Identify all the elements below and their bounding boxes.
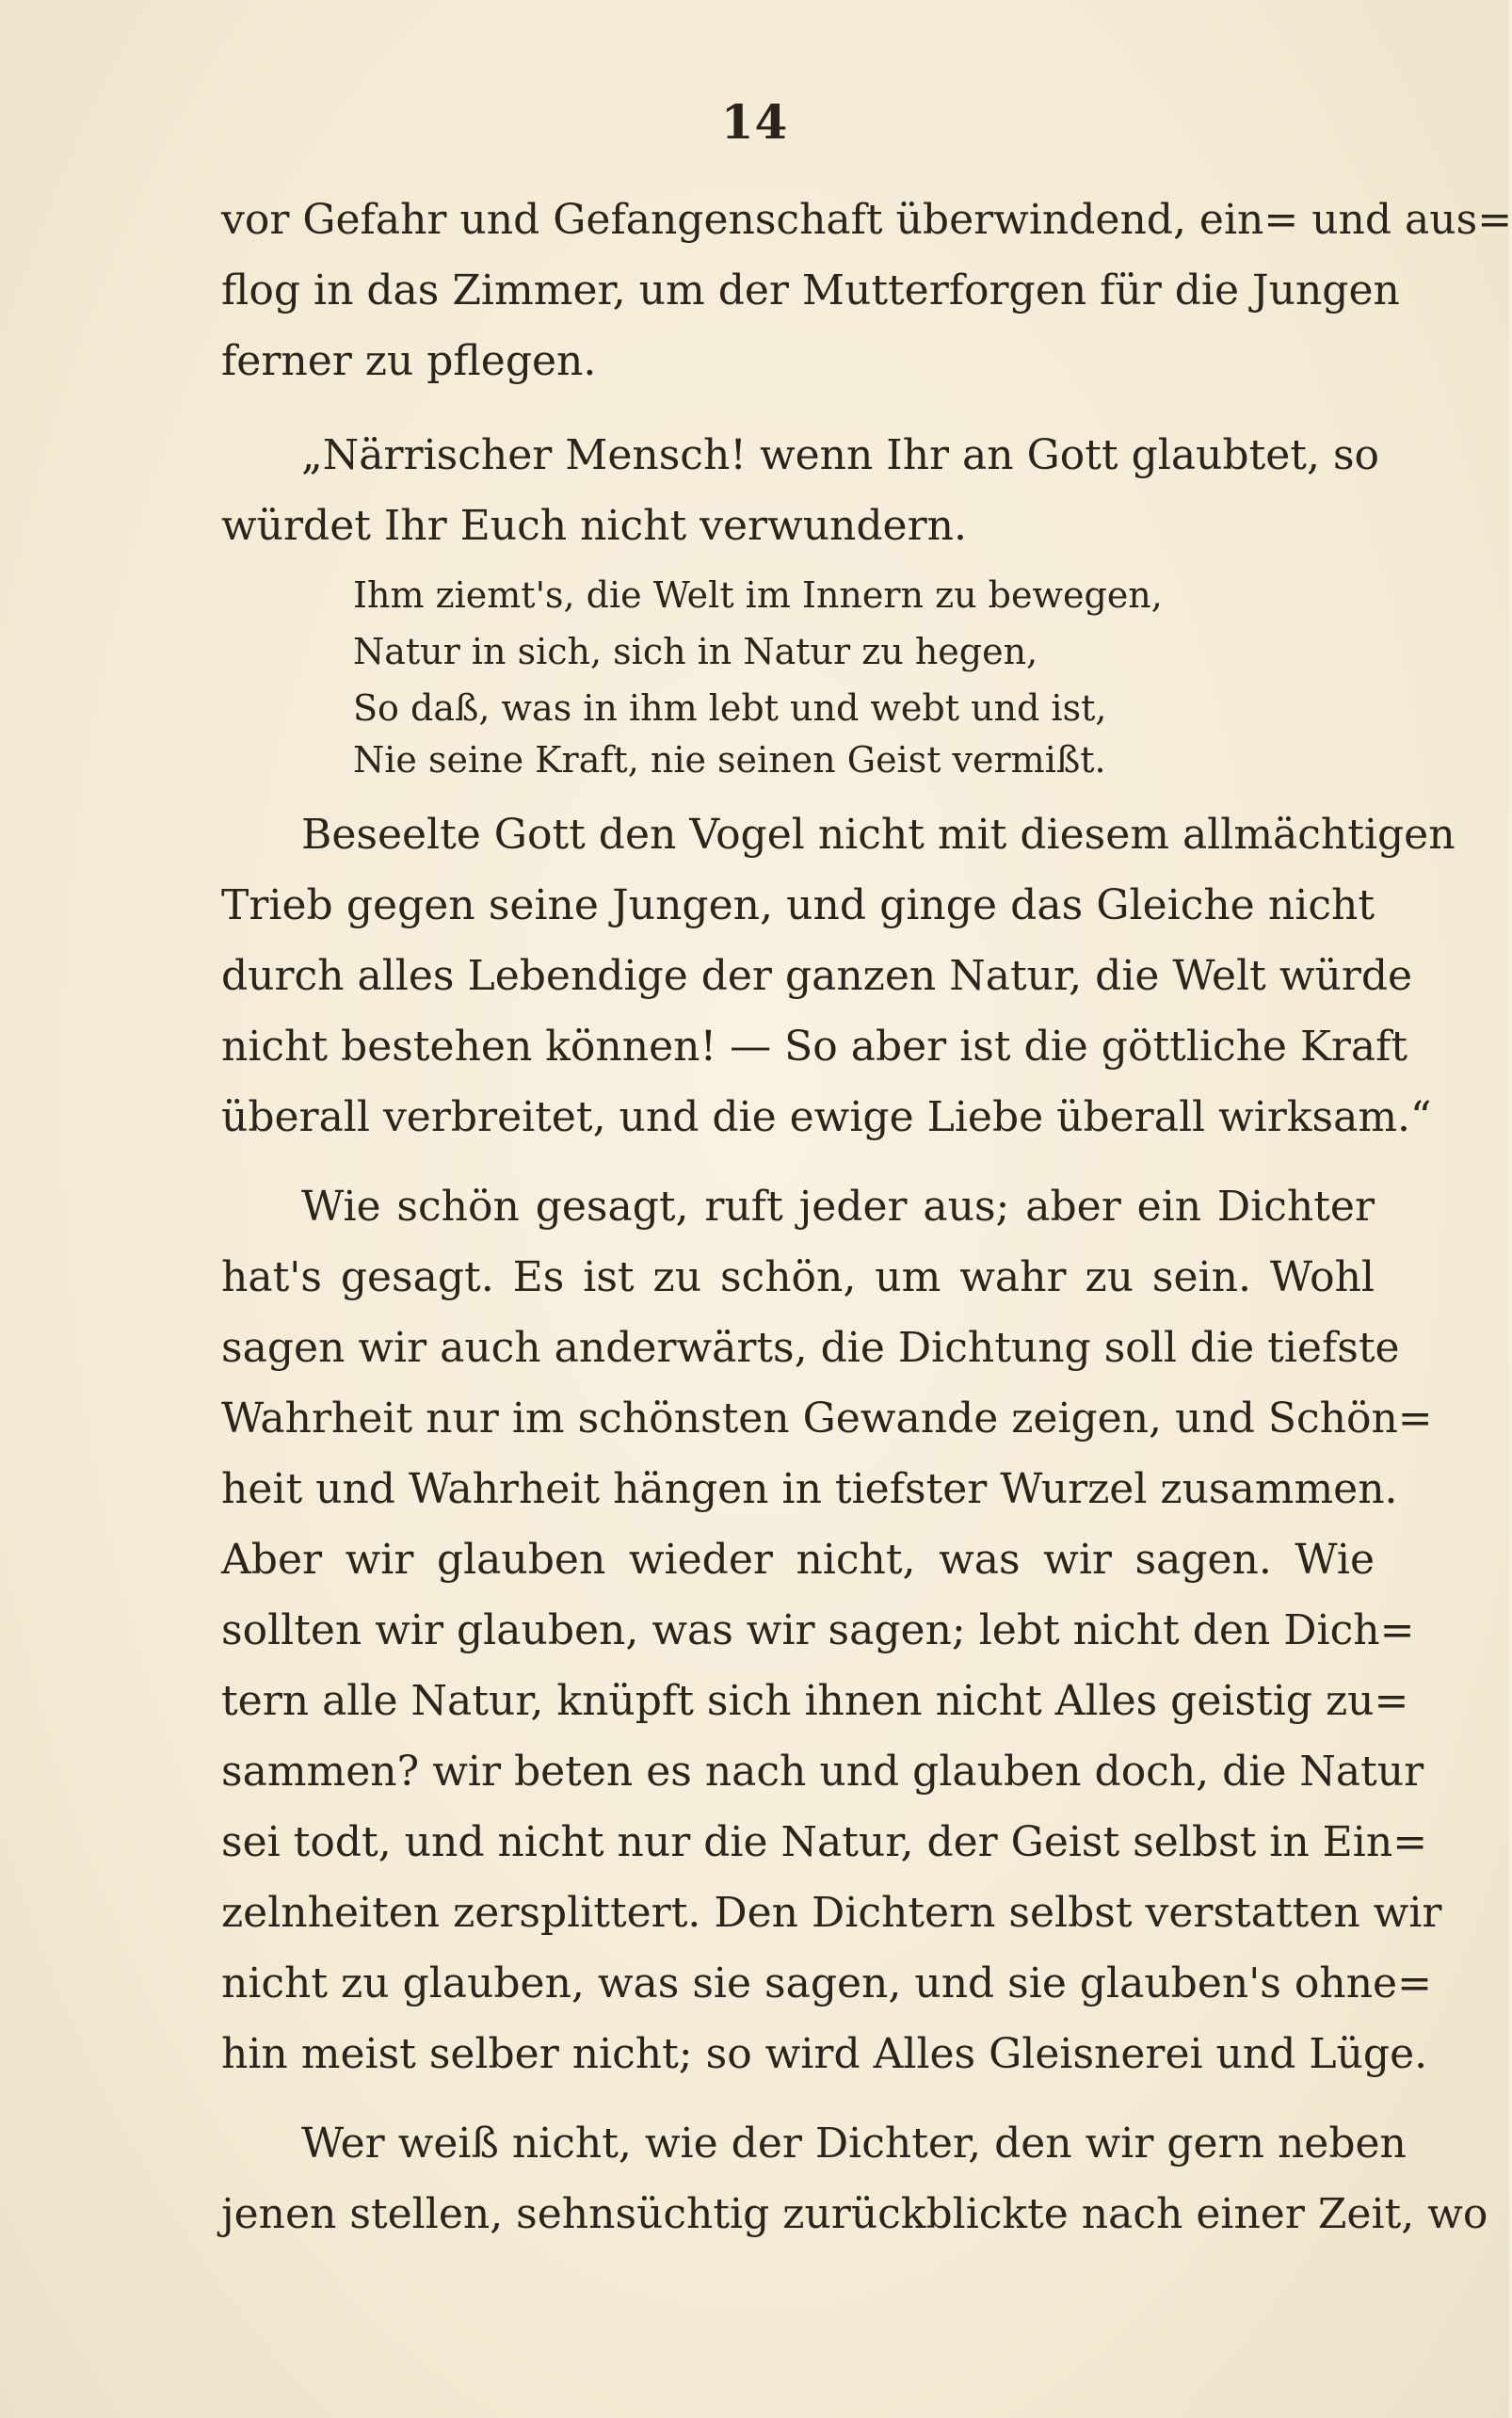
text-line: Aber wir glauben wieder nicht, was wir sagen. Wie <box>221 1536 1375 1584</box>
text-line: Wie schön gesagt, ruft jeder aus; aber ein Dichter <box>301 1183 1375 1231</box>
text-line: zelnheiten zersplittert. Den Dichtern selbst verstatten wir <box>221 1889 1442 1937</box>
page-number: 14 <box>720 94 789 150</box>
text-line: ferner zu pflegen. <box>221 337 597 385</box>
text-line: durch alles Lebendige der ganzen Natur, die Welt würde <box>221 952 1413 1000</box>
text-line: Beseelte Gott den Vogel nicht mit diesem allmächtigen <box>301 811 1456 859</box>
text-line: sagen wir auch anderwärts, die Dichtung soll die tiefste <box>221 1324 1400 1372</box>
text-line: vor Gefahr und Gefangenschaft überwindend, ein= und aus= <box>221 196 1512 244</box>
text-line: tern alle Natur, knüpft sich ihnen nicht Alles geistig zu= <box>221 1677 1409 1725</box>
text-line: hat's gesagt. Es ist zu schön, um wahr zu sein. Wohl <box>221 1253 1375 1301</box>
text-line: hin meist selber nicht; so wird Alles Gleisnerei und Lüge. <box>221 2030 1428 2078</box>
text-line: würdet Ihr Euch nicht verwundern. <box>221 502 967 550</box>
verse-line: Nie seine Kraft, nie seinen Geist vermißt. <box>353 739 1106 781</box>
text-line: flog in das Zimmer, um der Mutterforgen für die Jungen <box>221 266 1400 314</box>
text-line: heit und Wahrheit hängen in tiefster Wurzel zusammen. <box>221 1465 1398 1513</box>
text-line: nicht bestehen können! — So aber ist die göttliche Kraft <box>221 1023 1408 1071</box>
verse-line: Ihm ziemt's, die Welt im Innern zu bewegen, <box>353 574 1163 616</box>
text-line: Trieb gegen seine Jungen, und ginge das Gleiche nicht <box>221 881 1375 929</box>
text-line: sollten wir glauben, was wir sagen; lebt nicht den Dich= <box>221 1606 1415 1654</box>
text-line: überall verbreitet, und die ewige Liebe überall wirksam.“ <box>221 1093 1432 1141</box>
verse-line: Natur in sich, sich in Natur zu hegen, <box>353 631 1038 672</box>
text-line: Wahrheit nur im schönsten Gewande zeigen, und Schön= <box>221 1394 1433 1443</box>
text-line: nicht zu glauben, was sie sagen, und sie glauben's ohne= <box>221 1959 1432 2007</box>
text-line: Wer weiß nicht, wie der Dichter, den wir gern neben <box>301 2120 1407 2168</box>
verse-line: So daß, was in ihm lebt und webt und ist, <box>353 687 1107 729</box>
text-line: „Närrischer Mensch! wenn Ihr an Gott glaubtet, so <box>301 431 1380 479</box>
text-line: jenen stellen, sehnsüchtig zurückblickte nach einer Zeit, wo <box>221 2190 1488 2238</box>
text-line: sei todt, und nicht nur die Natur, der Geist selbst in Ein= <box>221 1818 1428 1866</box>
text-line: sammen? wir beten es nach und glauben doch, die Natur <box>221 1748 1424 1796</box>
